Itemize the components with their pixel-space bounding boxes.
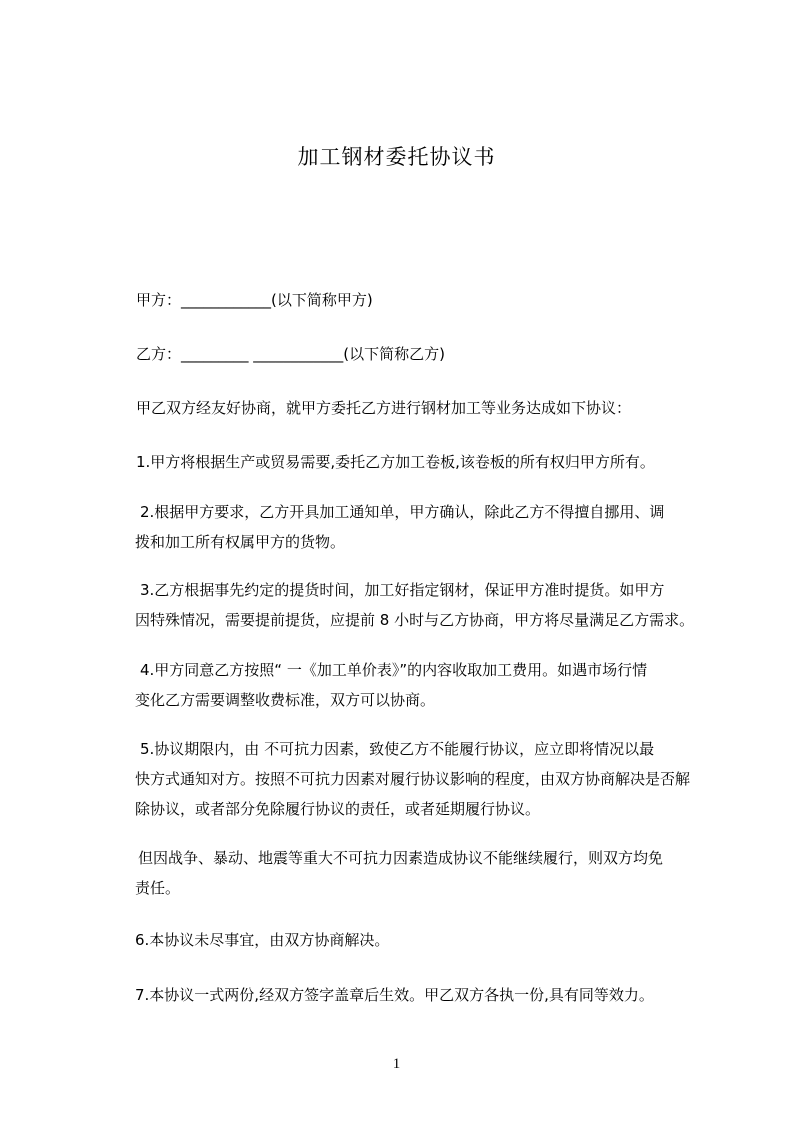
clause-6: 6.本协议未尽事宜，由双方协商解决。 <box>135 931 390 949</box>
page-title: 加工钢材委托协议书 <box>297 145 496 169</box>
clause-3-line-2: 因特殊情况，需要提前提货，应提前 8 小时与乙方协商，甲方将尽量满足乙方需求。 <box>135 611 695 629</box>
intro-paragraph: 甲乙双方经友好协商，就甲方委托乙方进行钢材加工等业务达成如下协议： <box>136 399 632 417</box>
clause-7: 7.本协议一式两份,经双方签字盖章后生效。甲乙双方各执一份,具有同等效力。 <box>135 986 654 1004</box>
clause-4-line-2: 变化乙方需要调整收费标准，双方可以协商。 <box>135 691 436 709</box>
clause-5-line-3: 除协议，或者部分免除履行协议的责任，或者延期履行协议。 <box>135 800 541 818</box>
clause-5-line-1: 5.协议期限内，由 不可抗力因素，致使乙方不能履行协议，应立即将情况以最 <box>140 740 655 758</box>
party-a-line: 甲方：____________(以下简称甲方) <box>136 291 373 309</box>
party-b-line: 乙方：_________ ____________(以下简称乙方) <box>136 345 445 363</box>
clause-3-line-1: 3.乙方根据事先约定的提货时间，加工好指定钢材，保证甲方准时提货。如甲方 <box>140 581 665 599</box>
clause-5 <box>135 734 705 824</box>
clause-1: 1.甲方将根据生产或贸易需要,委托乙方加工卷板,该卷板的所有权归甲方所有。 <box>136 453 655 471</box>
clause-5-line-2: 快方式通知对方。按照不可抗力因素对履行协议影响的程度，由双方协商解决是否解 <box>135 770 691 788</box>
page-number: 1 <box>392 1056 401 1072</box>
clause-3 <box>135 575 705 635</box>
force-majeure-line-1: 但因战争、暴动、地震等重大不可抗力因素造成协议不能继续履行，则双方均免 <box>138 849 664 867</box>
clause-2-line-2: 拨和加工所有权属甲方的货物。 <box>135 533 346 551</box>
clause-4 <box>135 655 705 715</box>
force-majeure-line-2: 责任。 <box>135 879 181 897</box>
force-majeure-paragraph <box>135 843 703 903</box>
clause-2 <box>135 497 705 557</box>
clause-2-line-1: 2.根据甲方要求，乙方开具加工通知单，甲方确认，除此乙方不得擅自挪用、调 <box>140 503 665 521</box>
clause-4-line-1: 4.甲方同意乙方按照“ 一《加工单价表》”的内容收取加工费用。如遇市场行情 <box>140 661 648 679</box>
